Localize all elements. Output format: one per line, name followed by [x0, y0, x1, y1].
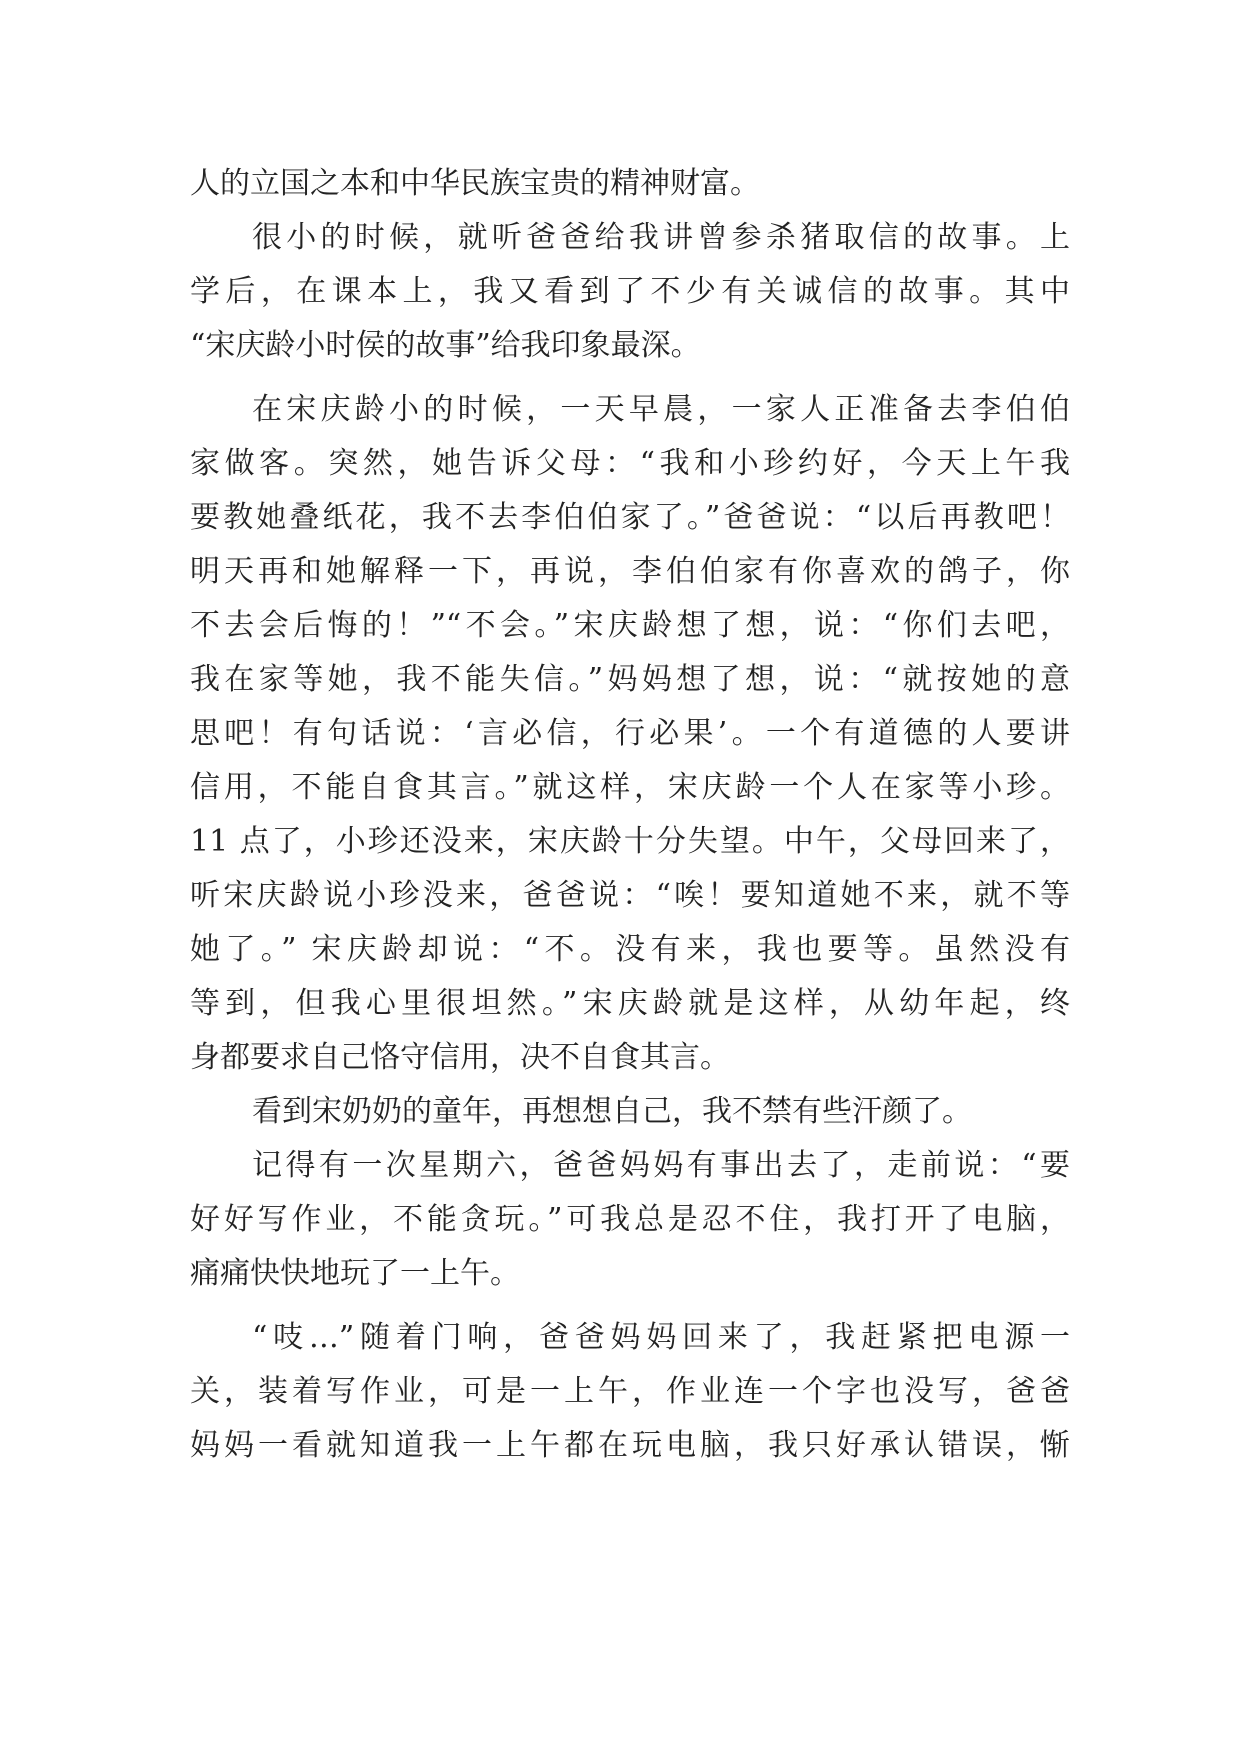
paragraph-line: 好好写作业，不能贪玩。”可我总是忍不住，我打开了电脑，: [190, 1202, 1070, 1237]
paragraph-line: 妈妈一看就知道我一上午都在玩电脑，我只好承认错误，惭: [190, 1428, 1070, 1463]
paragraph-line: 11 点了，小珍还没来，宋庆龄十分失望。中午，父母回来了，: [190, 824, 1070, 859]
paragraph-line: 听宋庆龄说小珍没来，爸爸说：“唉！要知道她不来，就不等: [190, 878, 1070, 913]
paragraph-line: 家做客。突然，她告诉父母：“我和小珍约好，今天上午我: [190, 446, 1070, 481]
paragraph-line: 很小的时候，就听爸爸给我讲曾参杀猪取信的故事。上: [252, 220, 1070, 255]
paragraph-line: 我在家等她，我不能失信。”妈妈想了想，说：“就按她的意: [190, 662, 1070, 697]
paragraph-line: 她了。” 宋庆龄却说：“不。没有来，我也要等。虽然没有: [190, 932, 1070, 967]
paragraph-line: 明天再和她解释一下，再说，李伯伯家有你喜欢的鸽子，你: [190, 554, 1070, 589]
paragraph-line: 不去会后悔的！”“不会。”宋庆龄想了想，说：“你们去吧，: [190, 608, 1070, 643]
paragraph-line: 关，装着写作业，可是一上午，作业连一个字也没写，爸爸: [190, 1374, 1070, 1409]
paragraph-line: 思吧！有句话说：‘言必信，行必果’。一个有道德的人要讲: [190, 716, 1070, 751]
paragraph-line: 身都要求自己恪守信用，决不自食其言。: [190, 1040, 730, 1075]
paragraph-line: 在宋庆龄小的时候，一天早晨，一家人正准备去李伯伯: [252, 392, 1070, 427]
paragraph-line: 学后，在课本上，我又看到了不少有关诚信的故事。其中: [190, 274, 1070, 309]
paragraph-line: 痛痛快快地玩了一上午。: [190, 1256, 520, 1291]
paragraph-line: 记得有一次星期六，爸爸妈妈有事出去了，走前说：“要: [252, 1148, 1070, 1183]
paragraph-line: “宋庆龄小时侯的故事”给我印象最深。: [190, 328, 701, 363]
paragraph-line: 等到，但我心里很坦然。”宋庆龄就是这样，从幼年起，终: [190, 986, 1070, 1021]
paragraph-line: 要教她叠纸花，我不去李伯伯家了。”爸爸说：“以后再教吧！: [190, 500, 1070, 535]
paragraph-line: 人的立国之本和中华民族宝贵的精神财富。: [190, 166, 760, 201]
paragraph-line: 看到宋奶奶的童年，再想想自己，我不禁有些汗颜了。: [252, 1094, 972, 1129]
body-text: [190, 157, 1070, 1473]
paragraph-line: 信用，不能自食其言。”就这样，宋庆龄一个人在家等小珍。: [190, 770, 1070, 805]
paragraph-line: “吱…”随着门响，爸爸妈妈回来了，我赶紧把电源一: [252, 1320, 1070, 1355]
